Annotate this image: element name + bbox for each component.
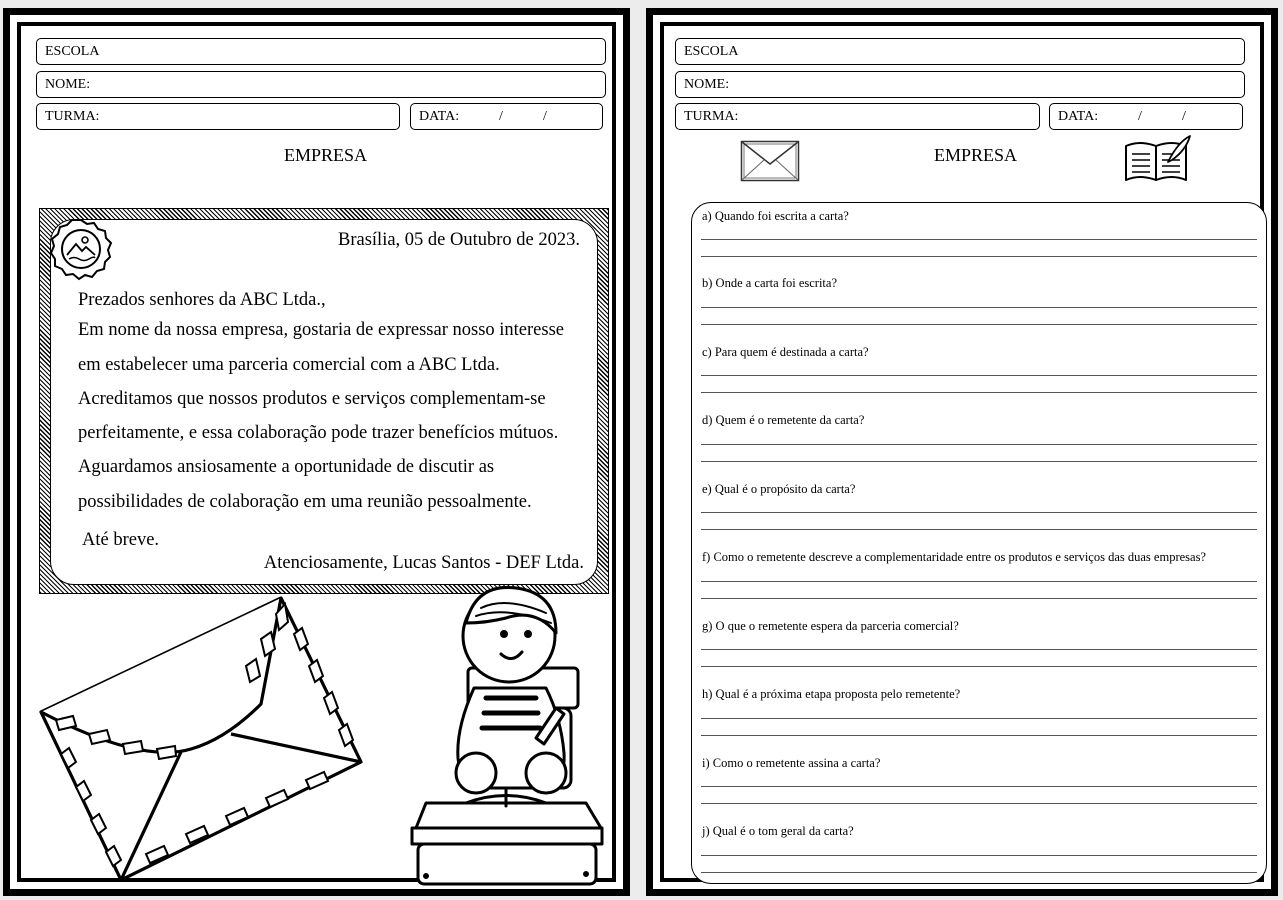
answer-line[interactable] (701, 461, 1257, 462)
answer-line[interactable] (701, 256, 1257, 257)
letter-body-line: perfeitamente, e essa colaboração pode trazer benefícios mútuos. (78, 423, 559, 443)
question-f: f) Como o remetente descreve a complementaridade entre os produtos e serviços das duas empresas? (702, 550, 1206, 564)
date-label: DATA: (1058, 109, 1099, 124)
left-worksheet (3, 8, 630, 896)
school-label: ESCOLA (684, 44, 739, 59)
answer-line[interactable] (701, 786, 1257, 787)
book-quill-icon (1124, 134, 1192, 184)
letter-greeting: Prezados senhores da ABC Ltda., (78, 290, 326, 310)
answer-line[interactable] (701, 307, 1257, 308)
answer-line[interactable] (701, 718, 1257, 719)
answer-line[interactable] (701, 872, 1257, 873)
question-j: j) Qual é o tom geral da carta? (702, 824, 854, 838)
question-i: i) Como o remetente assina a carta? (702, 756, 881, 770)
letter-body-line: em estabelecer uma parceria comercial com a ABC Ltda. (78, 355, 500, 375)
envelope-icon (740, 140, 800, 182)
answer-line[interactable] (701, 598, 1257, 599)
class-label: TURMA: (45, 109, 100, 124)
date-field[interactable] (1049, 103, 1243, 130)
page-title: EMPRESA (934, 145, 1018, 165)
class-field[interactable] (36, 103, 400, 130)
letter-body-line: Aguardamos ansiosamente a oportunidade de discutir as (78, 457, 495, 477)
question-e: e) Qual é o propósito da carta? (702, 482, 856, 496)
date-separator: / (1182, 109, 1186, 124)
question-b: b) Onde a carta foi escrita? (702, 276, 837, 290)
name-label: NOME: (684, 77, 730, 92)
right-worksheet-content (664, 26, 1260, 878)
letter-card (50, 219, 598, 585)
letter-place-date: Brasília, 05 de Outubro de 2023. (338, 230, 580, 250)
letter-frame (39, 208, 609, 594)
questions-panel (691, 202, 1267, 884)
date-field[interactable] (410, 103, 603, 130)
question-g: g) O que o remetente espera da parceria comercial? (702, 619, 959, 633)
answer-line[interactable] (701, 581, 1257, 582)
name-field[interactable] (36, 71, 606, 98)
date-separator: / (499, 109, 503, 124)
answer-line[interactable] (701, 444, 1257, 445)
answer-line[interactable] (701, 392, 1257, 393)
answer-line[interactable] (701, 649, 1257, 650)
answer-line[interactable] (701, 529, 1257, 530)
answer-line[interactable] (701, 735, 1257, 736)
letter-farewell: Até breve. (82, 530, 160, 550)
letter-body-line: possibilidades de colaboração em uma reunião pessoalmente. (78, 492, 532, 512)
date-separator: / (1138, 109, 1142, 124)
letter-body-line: Em nome da nossa empresa, gostaria de expressar nosso interesse (78, 320, 564, 340)
question-c: c) Para quem é destinada a carta? (702, 345, 869, 359)
answer-line[interactable] (701, 803, 1257, 804)
page-title: EMPRESA (284, 145, 368, 165)
answer-line[interactable] (701, 324, 1257, 325)
letter-signature: Atenciosamente, Lucas Santos - DEF Ltda. (263, 553, 584, 573)
class-label: TURMA: (684, 109, 739, 124)
answer-line[interactable] (701, 666, 1257, 667)
name-field[interactable] (675, 71, 1245, 98)
question-a: a) Quando foi escrita a carta? (702, 209, 849, 223)
school-label: ESCOLA (45, 44, 100, 59)
answer-line[interactable] (701, 855, 1257, 856)
school-field[interactable] (675, 38, 1245, 65)
answer-line[interactable] (701, 512, 1257, 513)
date-separator: / (543, 109, 547, 124)
name-label: NOME: (45, 77, 91, 92)
question-d: d) Quem é o remetente da carta? (702, 413, 865, 427)
right-worksheet (646, 8, 1278, 896)
school-field[interactable] (36, 38, 606, 65)
wax-seal-icon (49, 217, 113, 281)
answer-line[interactable] (701, 375, 1257, 376)
class-field[interactable] (675, 103, 1040, 130)
answer-line[interactable] (701, 239, 1257, 240)
question-h: h) Qual é a próxima etapa proposta pelo remetente? (702, 687, 961, 701)
student-reading-illustration-icon (406, 578, 606, 890)
letter-body-line: Acreditamos que nossos produtos e serviços complementam-se (78, 389, 546, 409)
left-worksheet-content (21, 26, 612, 878)
date-label: DATA: (419, 109, 460, 124)
envelope-illustration-icon (31, 594, 366, 886)
